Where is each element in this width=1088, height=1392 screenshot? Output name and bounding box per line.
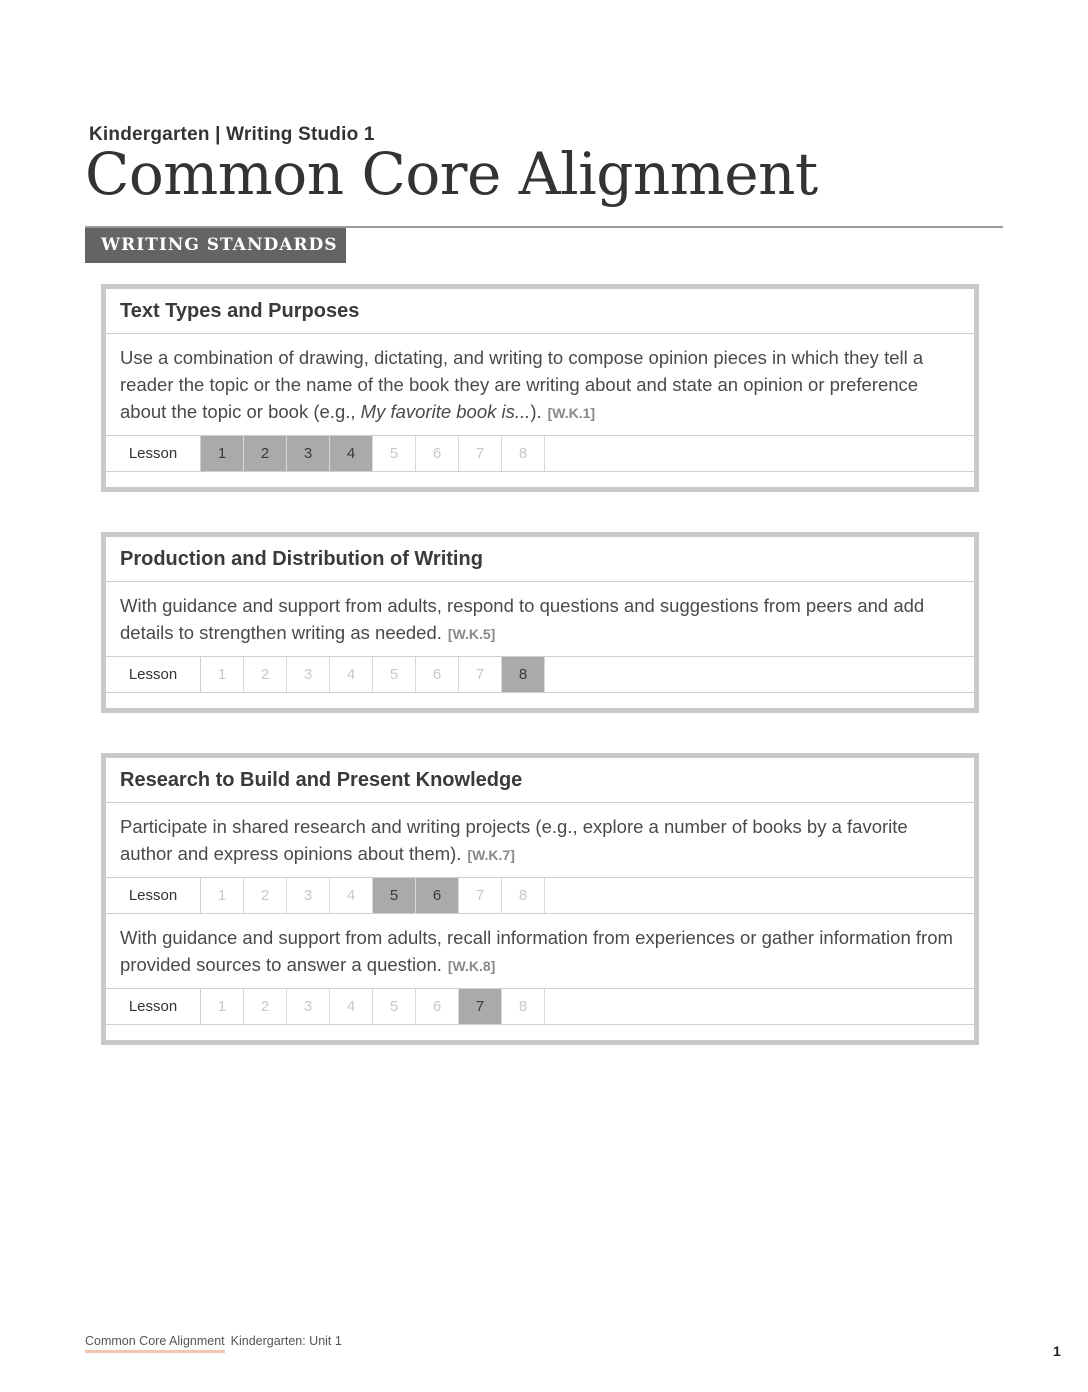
lesson-cell-2: 2 [244,657,287,692]
footer-doc-name: Common Core Alignment [85,1334,225,1353]
lesson-cell-2: 2 [244,989,287,1024]
box-footer-strip [106,1025,974,1040]
header-kicker: Kindergarten | Writing Studio 1 [89,124,375,145]
standard-box-text-types [101,284,979,492]
standard-text-end: ). [530,401,542,422]
lesson-cell-3: 3 [287,436,330,471]
lesson-cell-3: 3 [287,878,330,913]
standard-text [106,582,974,657]
standard-box-production-distribution [101,532,979,713]
lesson-row [106,436,974,472]
lesson-cell-1: 1 [201,657,244,692]
box-title: Text Types and Purposes [106,289,974,334]
standard-box-research-knowledge [101,753,979,1045]
lesson-row [106,878,974,914]
lesson-cell-5: 5 [373,657,416,692]
standard-text-main: With guidance and support from adults, respond to questions and suggestions from peers and add details to strengthen writing as needed. [120,595,925,643]
box-title: Research to Build and Present Knowledge [106,758,974,803]
standard-code: [W.K.1] [547,405,596,421]
lesson-cell-7: 7 [459,989,502,1024]
lesson-cell-3: 3 [287,657,330,692]
page-number: 1 [1053,1343,1061,1359]
standard-text [106,803,974,878]
page-title: Common Core Alignment [85,140,818,208]
lesson-cell-4: 4 [330,989,373,1024]
lesson-cell-2: 2 [244,436,287,471]
lesson-cell-8: 8 [502,989,545,1024]
standard-text-main: With guidance and support from adults, recall information from experiences or gather information from provided sources to answer a question. [120,927,953,975]
lesson-cell-8: 8 [502,878,545,913]
lesson-cell-5: 5 [373,436,416,471]
standard-text-main: Use a combination of drawing, dictating, and writing to compose opinion pieces in which they tell a reader the topic or the name of the book they are writing about and state an opinion or preference about the topic or book (e.g., [120,347,924,422]
box-footer-strip [106,693,974,708]
box-footer-strip [106,472,974,487]
lesson-cell-4: 4 [330,436,373,471]
standard-text [106,334,974,436]
lesson-row [106,657,974,693]
lesson-cell-3: 3 [287,989,330,1024]
lesson-cell-6: 6 [416,878,459,913]
lesson-cell-7: 7 [459,436,502,471]
standard-code: [W.K.7] [467,847,515,863]
box-title: Production and Distribution of Writing [106,537,974,582]
lesson-cell-1: 1 [201,989,244,1024]
footer-unit-name: Kindergarten: Unit 1 [230,1334,342,1348]
standard-text-italic: My favorite book is... [360,401,531,422]
lesson-cell-5: 5 [373,989,416,1024]
lesson-cell-7: 7 [459,878,502,913]
lesson-label: Lesson [106,989,201,1024]
standard-code: [W.K.8] [447,958,496,974]
lesson-cell-7: 7 [459,657,502,692]
lesson-cell-8: 8 [502,436,545,471]
lesson-label: Lesson [106,436,201,471]
lesson-cell-4: 4 [330,657,373,692]
section-tab-writing-standards: WRITING STANDARDS [85,228,346,263]
lesson-cell-1: 1 [201,878,244,913]
lesson-cell-6: 6 [416,436,459,471]
lesson-cell-5: 5 [373,878,416,913]
standard-code: [W.K.5] [447,626,496,642]
lesson-cell-1: 1 [201,436,244,471]
standard-text-main: Participate in shared research and writing projects (e.g., explore a number of books by a favorite author and express opinions about them). [120,816,908,864]
lesson-cell-8: 8 [502,657,545,692]
footer [85,1334,342,1353]
lesson-row [106,989,974,1025]
lesson-label: Lesson [106,878,201,913]
standard-text [106,914,974,989]
lesson-cell-6: 6 [416,989,459,1024]
lesson-cell-4: 4 [330,878,373,913]
lesson-label: Lesson [106,657,201,692]
lesson-cell-2: 2 [244,878,287,913]
lesson-cell-6: 6 [416,657,459,692]
